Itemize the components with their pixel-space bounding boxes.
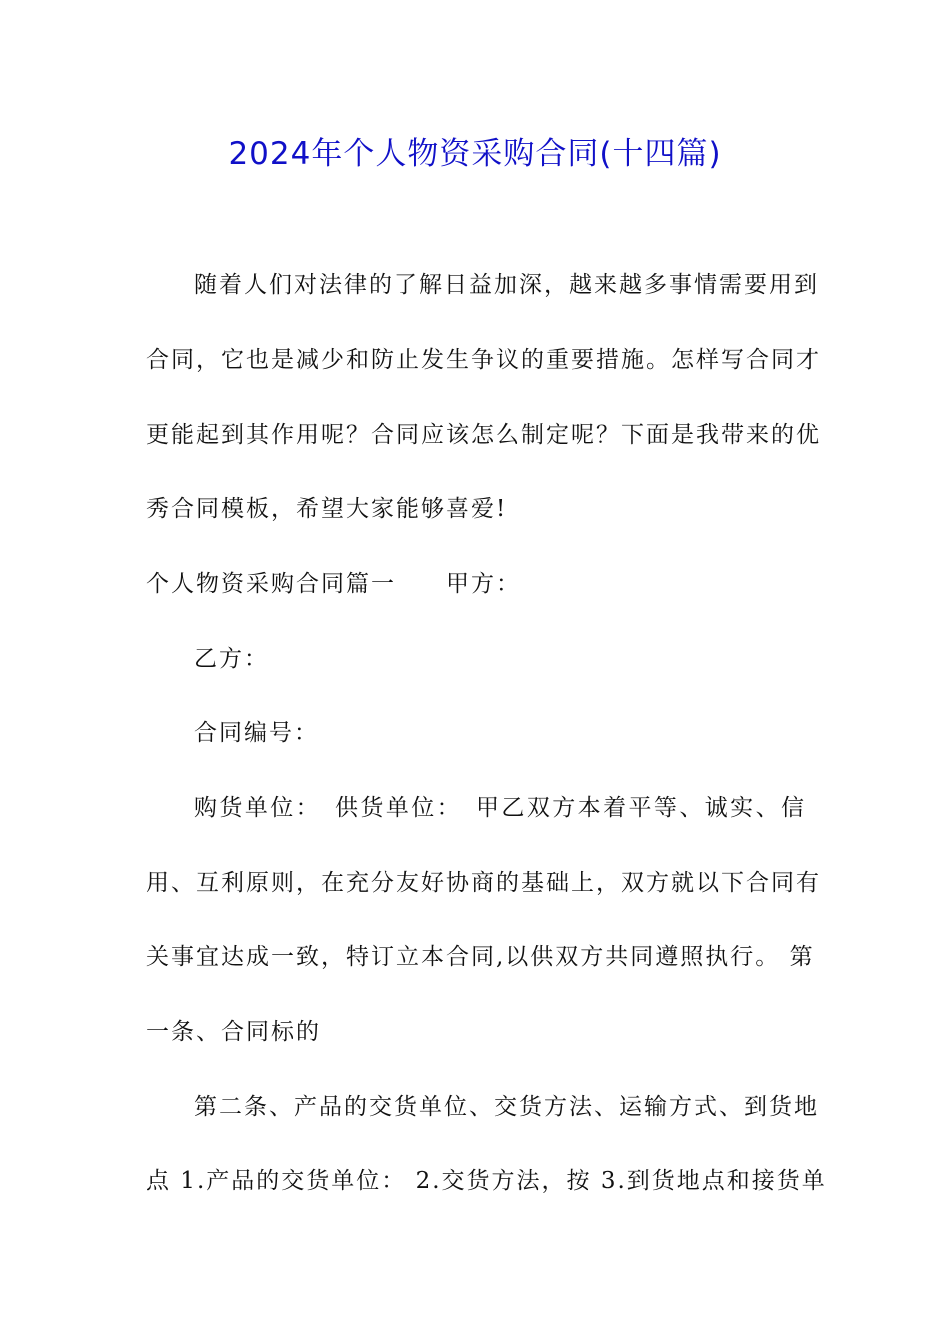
paragraph-line: 点 1.产品的交货单位： 2.交货方法，按 3.到货地点和接货单 bbox=[146, 1168, 827, 1194]
paragraph-line: 用、互利原则，在充分友好协商的基础上，双方就以下合同有 bbox=[146, 870, 821, 896]
paragraph-line: 第二条、产品的交货单位、交货方法、运输方式、到货地 bbox=[194, 1094, 819, 1120]
party-b-line: 乙方： bbox=[194, 646, 269, 672]
paragraph-line: 购货单位： 供货单位： 甲乙双方本着平等、诚实、信 bbox=[194, 795, 806, 821]
paragraph-line: 关事宜达成一致，特订立本合同,以供双方共同遵照执行。 第 bbox=[146, 944, 815, 970]
paragraph-line: 一条、合同标的 bbox=[146, 1019, 321, 1045]
section-heading-line: 个人物资采购合同篇一 甲方： bbox=[146, 571, 521, 597]
document-title: 2024年个人物资采购合同(十四篇) bbox=[228, 136, 722, 172]
paragraph-line: 合同，它也是减少和防止发生争议的重要措施。怎样写合同才 bbox=[146, 347, 821, 373]
contract-number-line: 合同编号： bbox=[194, 720, 319, 746]
paragraph-line: 随着人们对法律的了解日益加深，越来越多事情需要用到 bbox=[194, 272, 819, 298]
paragraph-line: 更能起到其作用呢？合同应该怎么制定呢？下面是我带来的优 bbox=[146, 422, 821, 448]
paragraph-line: 秀合同模板，希望大家能够喜爱! bbox=[146, 496, 508, 522]
